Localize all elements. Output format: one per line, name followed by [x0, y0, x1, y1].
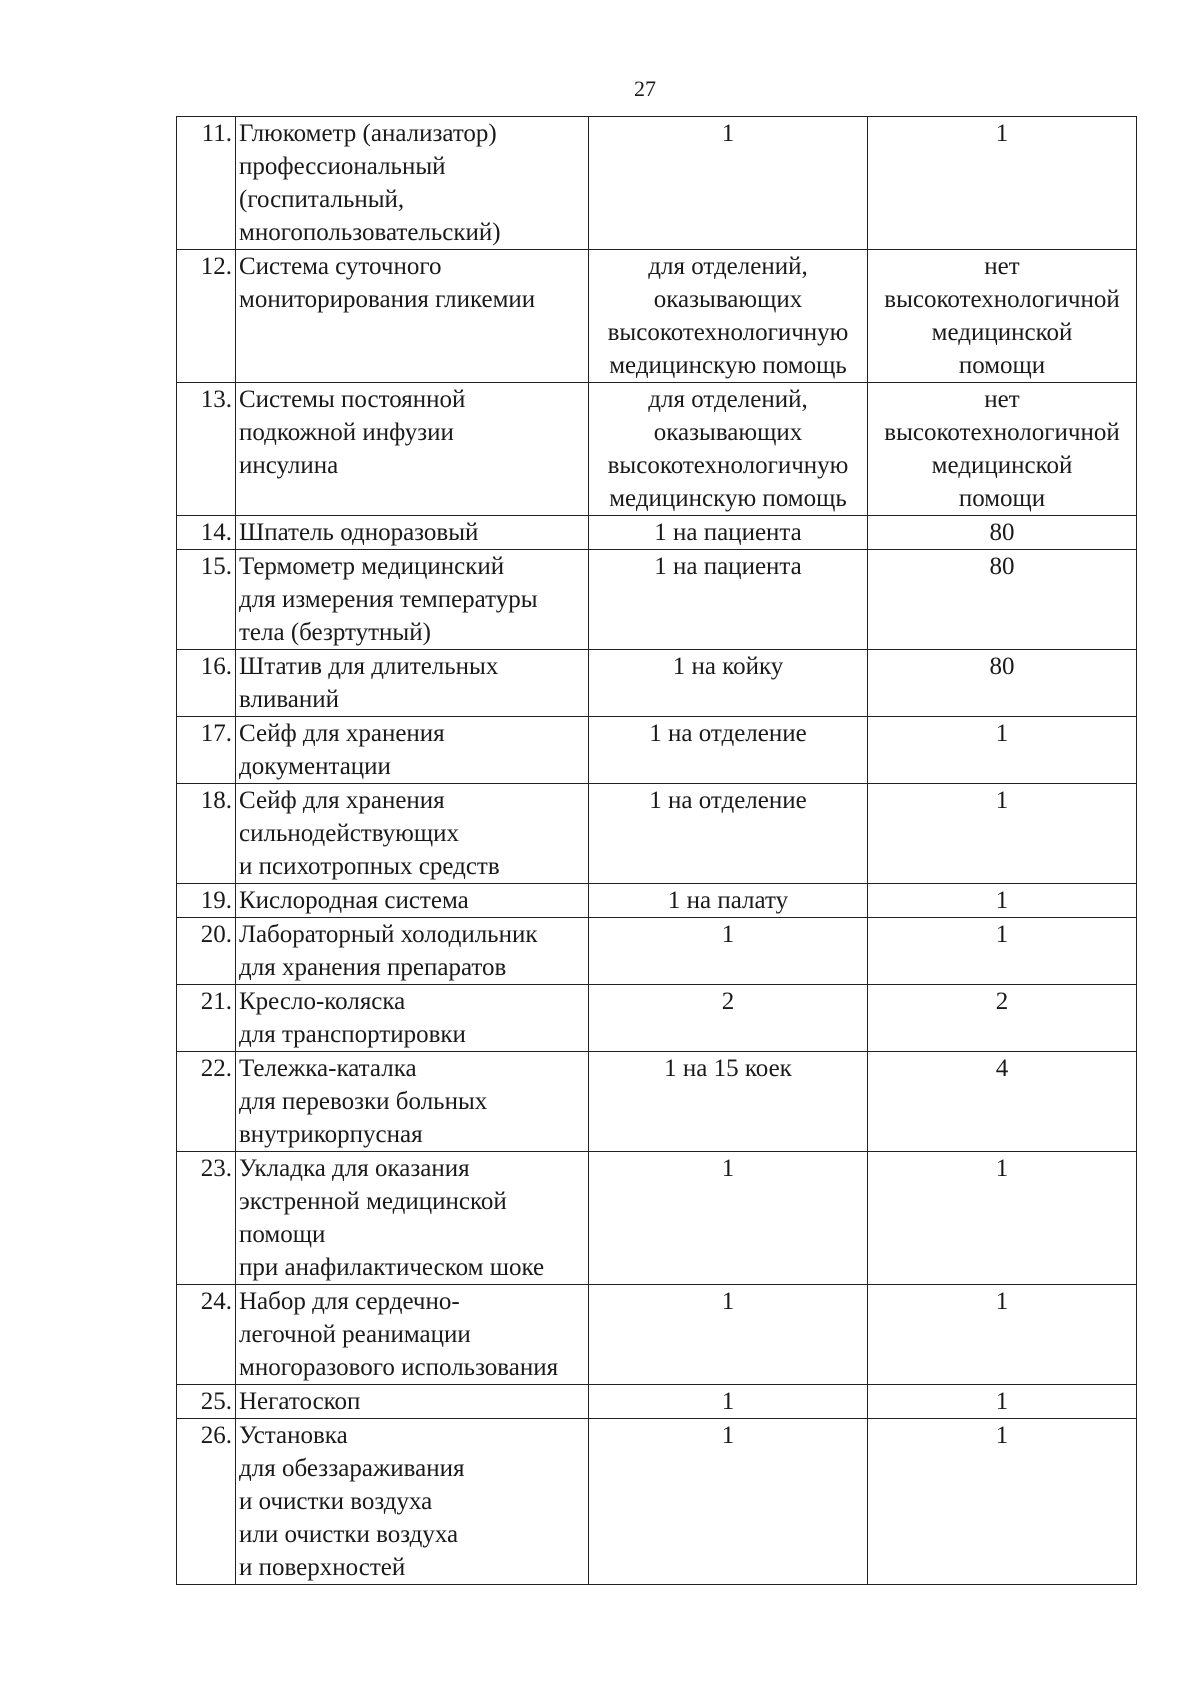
norm-cell: 1 на отделение [589, 717, 868, 784]
row-number-cell: 22. [177, 1052, 236, 1152]
quantity-cell: 1 [868, 784, 1137, 884]
table-row [177, 1152, 1137, 1285]
equipment-name-cell: Глюкометр (анализатор) профессиональный (госпитальный, многопользовательский) [236, 117, 589, 250]
row-number-cell: 19. [177, 884, 236, 918]
norm-cell: 1 на палату [589, 884, 868, 918]
equipment-name-cell: Шпатель одноразовый [236, 516, 589, 550]
quantity-cell: 2 [868, 985, 1137, 1052]
quantity-cell: 1 [868, 918, 1137, 985]
quantity-cell: 80 [868, 650, 1137, 717]
quantity-cell: нет высокотехнологичной медицинской помощи [868, 250, 1137, 383]
table-row [177, 985, 1137, 1052]
row-number-cell: 16. [177, 650, 236, 717]
quantity-cell: 80 [868, 516, 1137, 550]
row-number-cell: 11. [177, 117, 236, 250]
norm-cell: 1 [589, 1419, 868, 1585]
row-number-cell: 20. [177, 918, 236, 985]
quantity-cell: нет высокотехнологичной медицинской помощи [868, 383, 1137, 516]
row-number-cell: 17. [177, 717, 236, 784]
table-row [177, 383, 1137, 516]
equipment-name-cell: Укладка для оказания экстренной медицинской помощи при анафилактическом шоке [236, 1152, 589, 1285]
norm-cell: 1 [589, 1285, 868, 1385]
norm-cell: для отделений, оказывающих высокотехнологичную медицинскую помощь [589, 250, 868, 383]
equipment-name-cell: Сейф для хранения сильнодействующих и психотропных средств [236, 784, 589, 884]
equipment-name-cell: Штатив для длительных вливаний [236, 650, 589, 717]
row-number-cell: 25. [177, 1385, 236, 1419]
table-row [177, 884, 1137, 918]
row-number-cell: 15. [177, 550, 236, 650]
row-number-cell: 24. [177, 1285, 236, 1385]
row-number-cell: 26. [177, 1419, 236, 1585]
quantity-cell: 1 [868, 1152, 1137, 1285]
table-row [177, 250, 1137, 383]
table-row [177, 784, 1137, 884]
equipment-table [176, 116, 1137, 1585]
equipment-table-body [177, 117, 1137, 1585]
row-number-cell: 12. [177, 250, 236, 383]
table-row [177, 1052, 1137, 1152]
norm-cell: 1 [589, 1385, 868, 1419]
equipment-name-cell: Системы постоянной подкожной инфузии инсулина [236, 383, 589, 516]
page-number: 27 [634, 76, 656, 101]
quantity-cell: 1 [868, 1385, 1137, 1419]
equipment-name-cell: Лабораторный холодильник для хранения препаратов [236, 918, 589, 985]
row-number-cell: 14. [177, 516, 236, 550]
equipment-name-cell: Термометр медицинский для измерения температуры тела (безртутный) [236, 550, 589, 650]
norm-cell: для отделений, оказывающих высокотехнологичную медицинскую помощь [589, 383, 868, 516]
quantity-cell: 1 [868, 117, 1137, 250]
table-row [177, 1285, 1137, 1385]
table-row [177, 1419, 1137, 1585]
quantity-cell: 1 [868, 1419, 1137, 1585]
equipment-name-cell: Набор для сердечно- легочной реанимации многоразового использования [236, 1285, 589, 1385]
quantity-cell: 1 [868, 884, 1137, 918]
quantity-cell: 1 [868, 717, 1137, 784]
table-row [177, 650, 1137, 717]
equipment-name-cell: Негатоскоп [236, 1385, 589, 1419]
equipment-name-cell: Сейф для хранения документации [236, 717, 589, 784]
table-row [177, 1385, 1137, 1419]
equipment-name-cell: Установка для обеззараживания и очистки воздуха или очистки воздуха и поверхностей [236, 1419, 589, 1585]
row-number-cell: 23. [177, 1152, 236, 1285]
norm-cell: 1 на отделение [589, 784, 868, 884]
equipment-name-cell: Система суточного мониторирования гликемии [236, 250, 589, 383]
row-number-cell: 18. [177, 784, 236, 884]
table-row [177, 918, 1137, 985]
norm-cell: 2 [589, 985, 868, 1052]
norm-cell: 1 [589, 117, 868, 250]
row-number-cell: 21. [177, 985, 236, 1052]
table-row [177, 717, 1137, 784]
quantity-cell: 4 [868, 1052, 1137, 1152]
norm-cell: 1 [589, 1152, 868, 1285]
equipment-name-cell: Тележка-каталка для перевозки больных внутрикорпусная [236, 1052, 589, 1152]
norm-cell: 1 [589, 918, 868, 985]
quantity-cell: 80 [868, 550, 1137, 650]
norm-cell: 1 на 15 коек [589, 1052, 868, 1152]
quantity-cell: 1 [868, 1285, 1137, 1385]
table-row [177, 117, 1137, 250]
table-row [177, 550, 1137, 650]
equipment-name-cell: Кислородная система [236, 884, 589, 918]
norm-cell: 1 на пациента [589, 516, 868, 550]
row-number-cell: 13. [177, 383, 236, 516]
table-row [177, 516, 1137, 550]
norm-cell: 1 на пациента [589, 550, 868, 650]
norm-cell: 1 на койку [589, 650, 868, 717]
equipment-name-cell: Кресло-коляска для транспортировки [236, 985, 589, 1052]
